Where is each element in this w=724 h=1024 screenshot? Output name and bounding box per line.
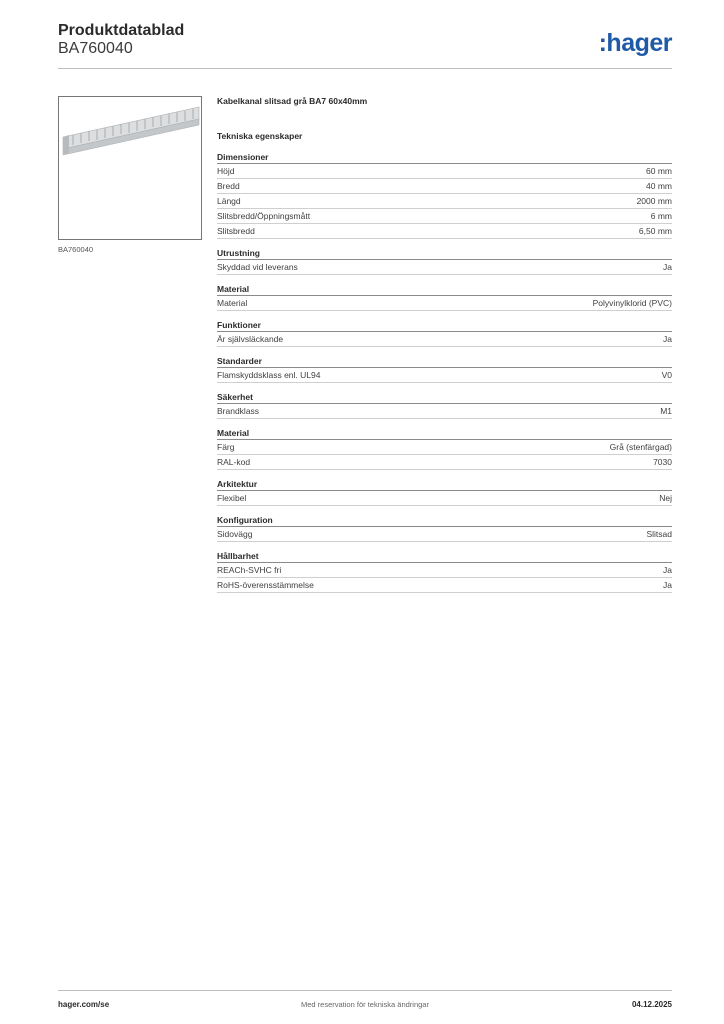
spec-row <box>217 491 672 506</box>
footer-date: 04.12.2025 <box>631 1000 672 1009</box>
spec-group <box>217 151 672 239</box>
specs-heading: Tekniska egenskaper <box>217 131 303 141</box>
spec-value: Grå (stenfärgad) <box>609 442 672 452</box>
spec-group <box>217 391 672 419</box>
spec-value: 6 mm <box>650 211 672 221</box>
spec-row <box>217 209 672 224</box>
spec-groups <box>217 151 672 593</box>
spec-group <box>217 355 672 383</box>
spec-label: Flexibel <box>217 493 247 503</box>
spec-value: Ja <box>663 565 672 575</box>
spec-label: Material <box>217 298 248 308</box>
spec-label: Är självsläckande <box>217 334 284 344</box>
spec-label: Slitsbredd <box>217 226 255 236</box>
spec-row <box>217 368 672 383</box>
footer-website: hager.com/se <box>58 1000 110 1009</box>
spec-value: Polyvinylklorid (PVC) <box>592 298 672 308</box>
page-footer <box>58 990 672 1015</box>
spec-group-title: Utrustning <box>217 247 672 260</box>
page-title: Produktdatablad <box>58 22 185 39</box>
spec-row <box>217 332 672 347</box>
spec-label: Längd <box>217 196 241 206</box>
spec-row <box>217 164 672 179</box>
spec-group <box>217 478 672 506</box>
spec-value: Ja <box>663 334 672 344</box>
spec-group <box>217 247 672 275</box>
spec-label: Skyddad vid leverans <box>217 262 298 272</box>
spec-label: Slitsbredd/Öppningsmått <box>217 211 311 221</box>
spec-value: Ja <box>663 580 672 590</box>
spec-label: Flamskyddsklass enl. UL94 <box>217 370 321 380</box>
spec-row <box>217 455 672 470</box>
spec-group <box>217 514 672 542</box>
spec-group-title: Arkitektur <box>217 478 672 491</box>
spec-label: Färg <box>217 442 235 452</box>
spec-value: M1 <box>660 406 672 416</box>
spec-group-title: Funktioner <box>217 319 672 332</box>
spec-row <box>217 404 672 419</box>
spec-row <box>217 260 672 275</box>
spec-sheet <box>217 96 672 593</box>
spec-label: Sidovägg <box>217 529 253 539</box>
spec-group-title: Material <box>217 283 672 296</box>
spec-label: RoHS-överensstämmelse <box>217 580 314 590</box>
spec-row <box>217 296 672 311</box>
spec-group <box>217 427 672 470</box>
spec-value: Ja <box>663 262 672 272</box>
spec-group <box>217 319 672 347</box>
spec-group <box>217 283 672 311</box>
spec-row <box>217 563 672 578</box>
spec-row <box>217 527 672 542</box>
product-code: BA760040 <box>58 40 133 57</box>
image-caption: BA760040 <box>58 245 94 254</box>
spec-value: 7030 <box>653 457 672 467</box>
spec-row <box>217 440 672 455</box>
spec-row <box>217 224 672 239</box>
spec-row <box>217 179 672 194</box>
product-name: Kabelkanal slitsad grå BA7 60x40mm <box>217 96 368 106</box>
spec-value: 60 mm <box>646 166 672 176</box>
spec-group-title: Dimensioner <box>217 151 672 164</box>
spec-group <box>217 550 672 593</box>
product-image <box>58 96 202 240</box>
spec-value: V0 <box>661 370 672 380</box>
spec-label: RAL-kod <box>217 457 251 467</box>
spec-group-title: Konfiguration <box>217 514 672 527</box>
spec-value: 2000 mm <box>636 196 672 206</box>
cable-trunking-illustration <box>59 97 201 239</box>
spec-value: 40 mm <box>646 181 672 191</box>
spec-value: Nej <box>659 493 672 503</box>
spec-group-title: Hållbarhet <box>217 550 672 563</box>
spec-label: Bredd <box>217 181 240 191</box>
spec-group-title: Material <box>217 427 672 440</box>
spec-value: 6,50 mm <box>638 226 672 236</box>
page-header <box>58 20 672 69</box>
spec-group-title: Säkerhet <box>217 391 672 404</box>
spec-row <box>217 578 672 593</box>
spec-group-title: Standarder <box>217 355 672 368</box>
spec-value: Slitsad <box>646 529 672 539</box>
spec-label: REACh-SVHC fri <box>217 565 282 575</box>
footer-disclaimer: Med reservation för tekniska ändringar <box>301 1000 429 1009</box>
hager-logo: :hager <box>598 29 672 57</box>
spec-label: Brandklass <box>217 406 260 416</box>
spec-label: Höjd <box>217 166 235 176</box>
spec-row <box>217 194 672 209</box>
